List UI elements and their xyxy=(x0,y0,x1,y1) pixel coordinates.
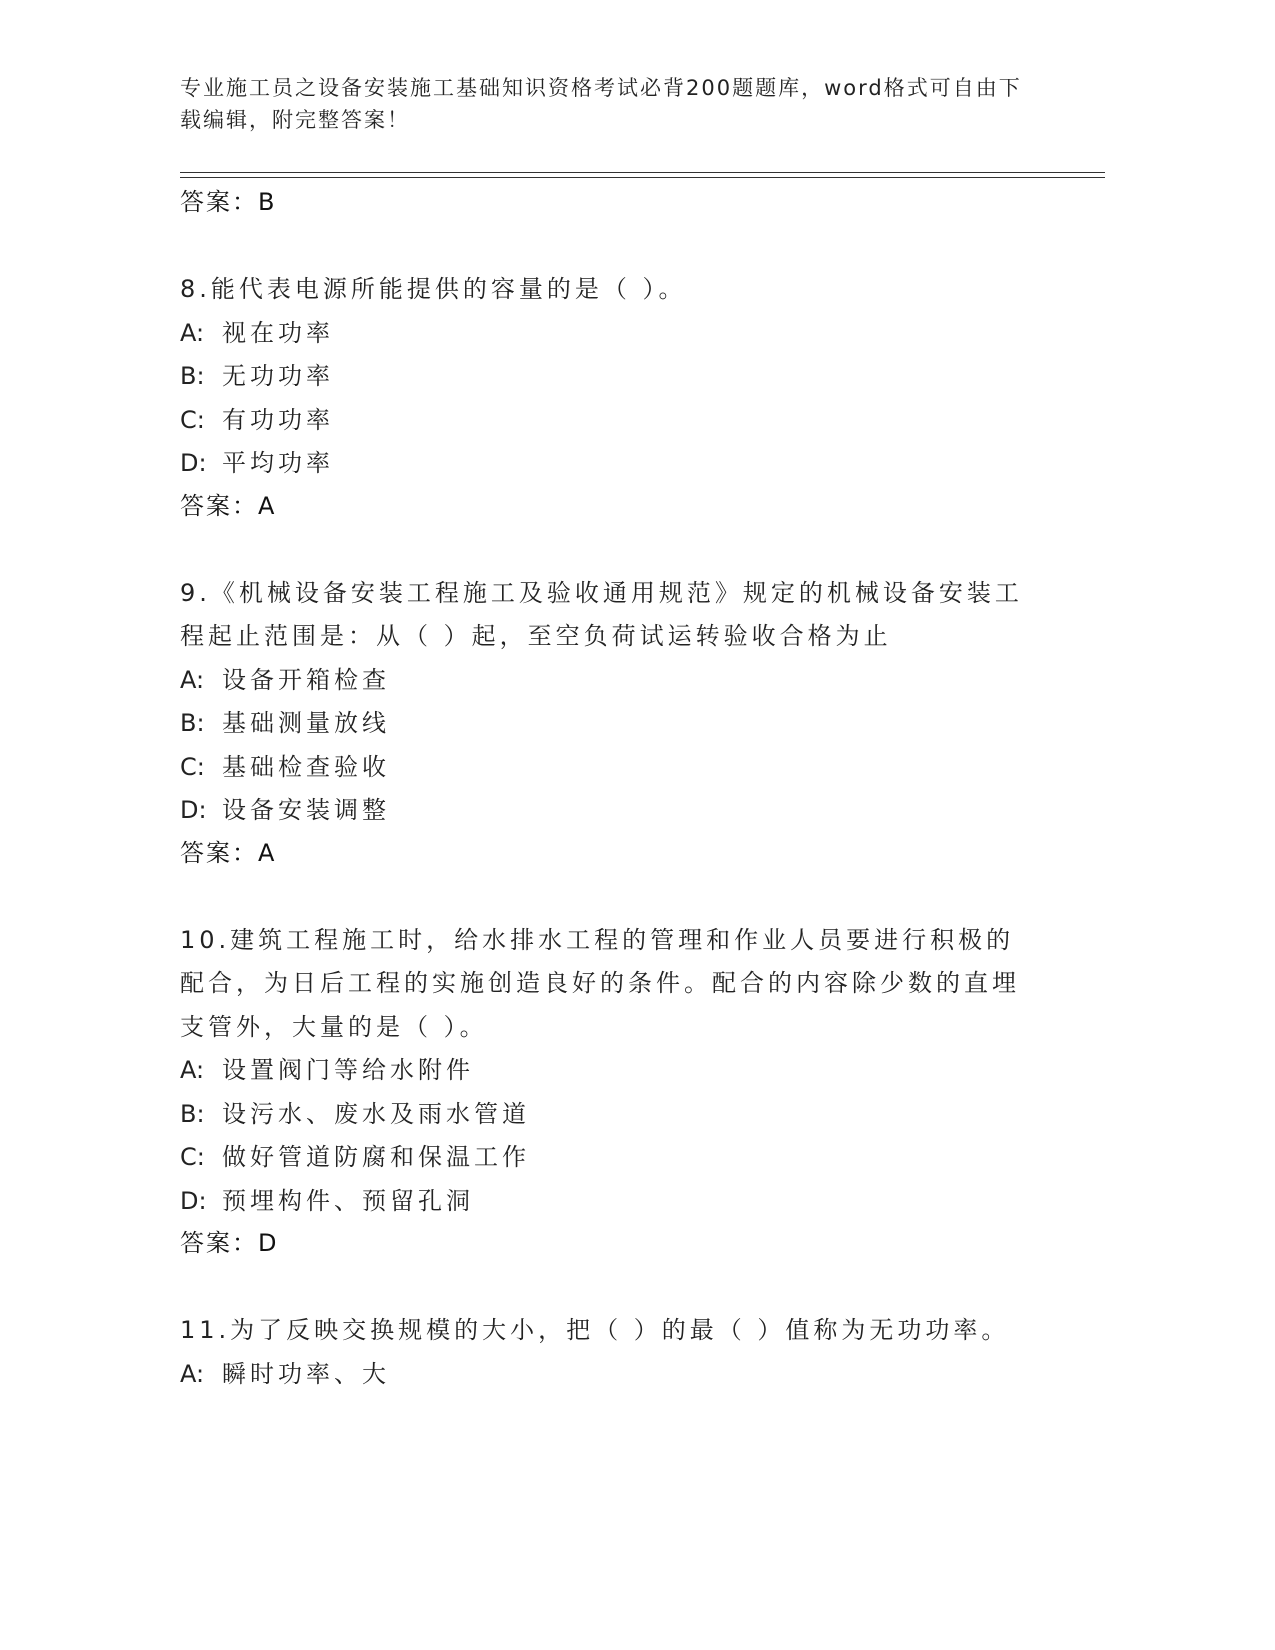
option-letter: A: xyxy=(180,1359,205,1388)
option-c xyxy=(180,399,1040,443)
option-text: 预埋构件、预留孔洞 xyxy=(222,1186,474,1215)
option-d xyxy=(180,442,1040,486)
option-letter: C: xyxy=(180,405,205,434)
option-b xyxy=(180,355,1040,399)
option-text: 平均功率 xyxy=(222,449,334,477)
question-stem: 8.能代表电源所能提供的容量的是（ ）。 xyxy=(180,275,687,303)
answer-line: 答案：A xyxy=(180,838,277,867)
question-10 xyxy=(180,919,1040,1264)
option-text: 设置阀门等给水附件 xyxy=(222,1056,474,1084)
question-stem: 9.《机械设备安装工程施工及验收通用规范》规定的机械设备安装工程起止范围是：从（ ）起，至空负荷试运转验收合格为止 xyxy=(180,578,1023,650)
option-text: 基础测量放线 xyxy=(222,709,390,737)
answer-line: 答案：D xyxy=(180,1229,279,1257)
option-letter: C: xyxy=(180,752,205,781)
option-a xyxy=(180,1049,1040,1093)
option-letter: D: xyxy=(180,1186,207,1215)
option-letter: B: xyxy=(180,362,205,390)
question-11 xyxy=(180,1309,1040,1396)
option-a xyxy=(180,312,1040,356)
option-letter: D: xyxy=(180,796,207,824)
question-9 xyxy=(180,572,1040,873)
option-text: 做好管道防腐和保温工作 xyxy=(222,1143,530,1171)
answer-line: 答案：A xyxy=(180,491,277,520)
option-letter: A: xyxy=(180,318,205,347)
option-text: 基础检查验收 xyxy=(222,752,390,781)
option-text: 设污水、废水及雨水管道 xyxy=(222,1099,530,1128)
option-text: 视在功率 xyxy=(222,318,334,347)
option-letter: B: xyxy=(180,709,205,737)
option-text: 设备安装调整 xyxy=(222,796,390,824)
option-d xyxy=(180,1180,1040,1224)
option-b xyxy=(180,702,1040,746)
option-text: 设备开箱检查 xyxy=(222,665,390,694)
option-b xyxy=(180,1093,1040,1137)
option-c xyxy=(180,746,1040,790)
option-text: 有功功率 xyxy=(222,405,334,434)
header-rule-upper xyxy=(180,172,1105,173)
header-rule-lower xyxy=(180,177,1105,178)
option-letter: A: xyxy=(180,665,205,694)
option-text: 无功功率 xyxy=(222,362,334,390)
option-text: 瞬时功率、大 xyxy=(222,1359,390,1388)
question-stem: 10.建筑工程施工时，给水排水工程的管理和作业人员要进行积极的配合，为日后工程的实施创造良好的条件。配合的内容除少数的直埋支管外，大量的是（ ）。 xyxy=(180,925,1020,1041)
option-c xyxy=(180,1136,1040,1180)
document-body xyxy=(180,182,1040,1396)
option-a xyxy=(180,1353,1040,1397)
question-stem: 11.为了反映交换规模的大小，把（ ）的最（ ）值称为无功功率。 xyxy=(180,1316,1010,1344)
question-8 xyxy=(180,268,1040,526)
option-d xyxy=(180,789,1040,833)
answer-line: 答案：B xyxy=(180,188,277,216)
page-header: 专业施工员之设备安装施工基础知识资格考试必背200题题库，word格式可自由下载编辑，附完整答案！ xyxy=(180,76,1022,132)
option-a xyxy=(180,659,1040,703)
option-letter: C: xyxy=(180,1143,205,1171)
option-letter: B: xyxy=(180,1099,205,1128)
option-letter: D: xyxy=(180,449,207,477)
option-letter: A: xyxy=(180,1056,205,1084)
